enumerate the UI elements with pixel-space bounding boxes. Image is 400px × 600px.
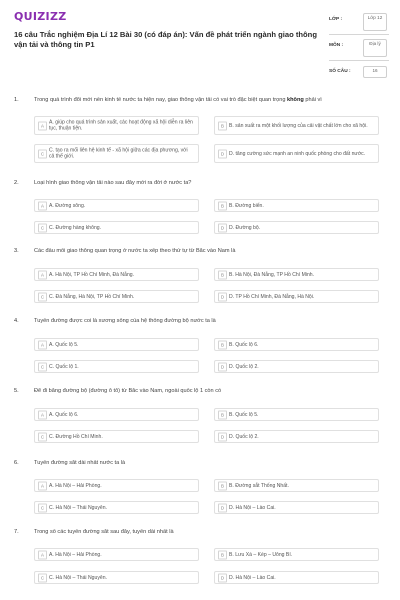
q5-option-a[interactable] <box>34 408 199 421</box>
q7-option-a[interactable] <box>34 548 199 561</box>
q3-option-d[interactable] <box>214 290 379 303</box>
option-letter: A <box>38 270 47 279</box>
meta-label-mon: MÔN : <box>329 43 344 48</box>
option-letter: A <box>38 340 47 349</box>
question-text: Để đi bằng đường bộ (đường ô tô) từ Bắc vào Nam, ngoài quốc lộ 1 còn có <box>34 388 222 394</box>
question-text: Tuyến đường sắt dài nhất nước ta là <box>34 460 126 466</box>
option-text: C. Đường hàng không. <box>49 224 102 231</box>
option-letter: C <box>38 223 47 232</box>
option-text: C. Đường Hồ Chí Minh. <box>49 433 103 440</box>
q3-option-a[interactable] <box>34 268 199 281</box>
option-text: A. Hà Nội – Hải Phòng. <box>49 482 102 489</box>
option-letter: C <box>38 432 47 441</box>
meta-value-mon: Địa lý <box>363 39 387 57</box>
option-text: B. Quốc lộ 6. <box>229 341 259 348</box>
option-text: A. Đường sông. <box>49 202 86 209</box>
q5-option-b[interactable] <box>214 408 379 421</box>
option-text: B. Quốc lộ 5. <box>229 411 259 418</box>
option-letter: A <box>38 481 47 490</box>
worksheet-meta <box>329 8 389 83</box>
option-letter: B <box>218 201 227 210</box>
q7-option-c[interactable] <box>34 571 199 584</box>
question-emphasis: không <box>287 97 304 103</box>
option-text: D. Đường bộ. <box>229 224 261 231</box>
question-number: 3. <box>14 248 19 254</box>
option-letter: A <box>38 201 47 210</box>
option-letter: C <box>38 149 47 158</box>
question-text: Trong quá trình đổi mới nền kinh tế nước ta hiện nay, giao thông vận tải có vai trò đặc biệt quan trọng không phải vì <box>34 97 322 103</box>
option-text: C. Đà Nẵng, Hà Nội, TP Hồ Chí Minh. <box>49 293 135 300</box>
option-text: D. Hà Nội – Lào Cai. <box>229 504 276 511</box>
question-number: 6. <box>14 460 19 466</box>
question-number: 2. <box>14 180 19 186</box>
question-text: Trong số các tuyến đường sắt sau đây, tuyến dài nhất là <box>34 529 174 535</box>
q6-option-b[interactable] <box>214 479 379 492</box>
meta-value-so-cau: 16 <box>363 66 387 78</box>
question-number: 1. <box>14 97 19 103</box>
option-letter: C <box>38 573 47 582</box>
worksheet-title: 16 câu Trắc nghiệm Địa Lí 12 Bài 30 (có đáp án): Vấn đề phát triển ngành giao thông vận tải và thông tin P1 <box>14 30 317 49</box>
q1-option-d[interactable] <box>214 144 379 163</box>
option-text: C. Quốc lộ 1. <box>49 363 79 370</box>
question-text: Tuyến đường được coi là xương sống của hệ thống đường bộ nước ta là <box>34 318 216 324</box>
option-text: C. Hà Nội – Thái Nguyên. <box>49 574 107 581</box>
q2-option-d[interactable] <box>214 221 379 234</box>
q6-option-a[interactable] <box>34 479 199 492</box>
option-text: D. Quốc lộ 2. <box>229 433 259 440</box>
option-letter: A <box>38 121 47 130</box>
meta-label-so-cau: SỐ CÂU : <box>329 69 351 74</box>
option-text: B. Hà Nội, Đà Nẵng, TP Hồ Chí Minh. <box>229 271 315 278</box>
question-number: 5. <box>14 388 19 394</box>
q1-option-b[interactable] <box>214 116 379 135</box>
option-letter: D <box>218 573 227 582</box>
option-text: D. Quốc lộ 2. <box>229 363 259 370</box>
q4-option-b[interactable] <box>214 338 379 351</box>
option-letter: A <box>38 550 47 559</box>
option-letter: D <box>218 149 227 158</box>
option-letter: B <box>218 121 227 130</box>
option-text: D. Hà Nội – Lào Cai. <box>229 574 276 581</box>
option-letter: B <box>218 270 227 279</box>
meta-row-mon <box>329 35 389 61</box>
option-letter: B <box>218 550 227 559</box>
option-text: D. TP Hồ Chí Minh, Đà Nẵng, Hà Nội. <box>229 293 315 300</box>
q7-option-d[interactable] <box>214 571 379 584</box>
q2-option-a[interactable] <box>34 199 199 212</box>
question-text: Loại hình giao thông vận tải nào sau đây mới ra đời ở nước ta? <box>34 180 192 186</box>
option-text: A. Quốc lộ 6. <box>49 411 79 418</box>
q7-option-b[interactable] <box>214 548 379 561</box>
q6-option-d[interactable] <box>214 501 379 514</box>
option-letter: C <box>38 292 47 301</box>
option-letter: D <box>218 503 227 512</box>
q1-option-a[interactable] <box>34 116 199 135</box>
meta-label-lop: LỚP : <box>329 17 343 22</box>
question-number: 4. <box>14 318 19 324</box>
option-text: A. giúp cho quá trình sản xuất, các hoạt động xã hội diễn ra liên tục, thuận tiện. <box>49 119 193 132</box>
option-text: D. tăng cường sức mạnh an ninh quốc phòng cho đất nước. <box>229 150 366 157</box>
option-text: B. Lưu Xá – Kép – Uông Bí. <box>229 551 293 558</box>
q1-option-c[interactable] <box>34 144 199 163</box>
option-letter: D <box>218 223 227 232</box>
option-letter: A <box>38 410 47 419</box>
q5-option-c[interactable] <box>34 430 199 443</box>
option-text: C. tạo ra mối liên hệ kinh tế - xã hội giữa các địa phương, với cả thế giới. <box>49 147 188 160</box>
option-letter: D <box>218 292 227 301</box>
option-text: A. Hà Nội – Hải Phòng. <box>49 551 102 558</box>
quizizz-logo: QUIZIZZ <box>14 10 67 23</box>
q2-option-b[interactable] <box>214 199 379 212</box>
q4-option-c[interactable] <box>34 360 199 373</box>
option-text: A. Quốc lộ 5. <box>49 341 79 348</box>
option-letter: D <box>218 432 227 441</box>
option-text: A. Hà Nội, TP Hồ Chí Minh, Đà Nẵng. <box>49 271 135 278</box>
meta-row-so-cau <box>329 61 389 83</box>
q2-option-c[interactable] <box>34 221 199 234</box>
meta-row-lop <box>329 8 389 35</box>
option-letter: C <box>38 503 47 512</box>
q3-option-b[interactable] <box>214 268 379 281</box>
option-text: B. Đường sắt Thống Nhất. <box>229 482 289 489</box>
meta-value-lop: Lớp 12 <box>363 13 387 31</box>
question-number: 7. <box>14 529 19 535</box>
q4-option-a[interactable] <box>34 338 199 351</box>
option-text: B. Đường biển. <box>229 202 264 209</box>
option-text: B. sản xuất ra một khối lượng của cải vật chất lớn cho xã hội. <box>229 122 368 129</box>
option-text: C. Hà Nội – Thái Nguyên. <box>49 504 107 511</box>
option-letter: D <box>218 362 227 371</box>
option-letter: B <box>218 410 227 419</box>
q4-option-d[interactable] <box>214 360 379 373</box>
option-letter: B <box>218 481 227 490</box>
q5-option-d[interactable] <box>214 430 379 443</box>
option-letter: C <box>38 362 47 371</box>
q3-option-c[interactable] <box>34 290 199 303</box>
option-letter: B <box>218 340 227 349</box>
q6-option-c[interactable] <box>34 501 199 514</box>
question-text: Các đầu mối giao thông quan trọng ở nước ta xếp theo thứ tự từ Bắc vào Nam là <box>34 248 236 254</box>
